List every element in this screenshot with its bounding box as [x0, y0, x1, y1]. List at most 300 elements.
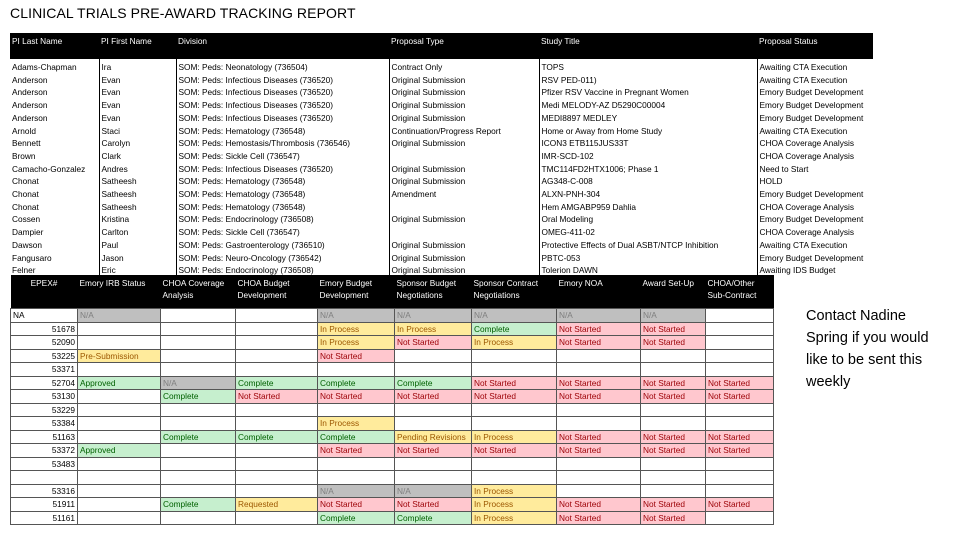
- proposal-cell: Original Submission: [389, 175, 539, 188]
- status-cell: [78, 430, 161, 444]
- status-cell: Complete: [236, 376, 318, 390]
- proposal-cell: SOM: Peds: Neonatology (736504): [176, 59, 389, 74]
- status-cell: [706, 471, 774, 485]
- status-cell: Complete: [318, 511, 395, 525]
- status-cell: [641, 471, 706, 485]
- proposal-row: [10, 74, 873, 87]
- status-cell: [641, 417, 706, 431]
- header-sponsor-contract-negotiations: Sponsor Contract Negotiations: [472, 275, 557, 309]
- header-proposal-status: Proposal Status: [757, 33, 873, 59]
- proposal-cell: Bennett: [12, 138, 41, 149]
- epex-number-cell: NA: [11, 309, 78, 323]
- header-division: Division: [176, 33, 389, 59]
- proposal-cell: Chonat: [12, 176, 39, 187]
- tracking-table-header: [11, 275, 774, 309]
- proposal-cell: Felner: [12, 265, 36, 276]
- status-cell: [706, 336, 774, 350]
- status-cell: [472, 403, 557, 417]
- status-cell: Not Started: [641, 390, 706, 404]
- status-cell: [161, 457, 236, 471]
- proposal-cell: Anderson: [12, 112, 48, 123]
- status-cell: [161, 471, 236, 485]
- status-cell: [706, 484, 774, 498]
- epex-number-cell: 51678: [11, 322, 78, 336]
- status-cell: Not Started: [395, 336, 472, 350]
- status-cell: [161, 484, 236, 498]
- epex-number-cell: 53371: [11, 363, 78, 377]
- status-cell: Approved: [78, 444, 161, 458]
- status-cell: [706, 403, 774, 417]
- status-cell: [78, 336, 161, 350]
- status-cell: [318, 471, 395, 485]
- status-cell: [161, 403, 236, 417]
- proposal-cell: Dampier: [12, 227, 44, 238]
- proposal-cell: AG348-C-008: [539, 175, 757, 188]
- proposal-cell: SOM: Peds: Hemostasis/Thrombosis (736546): [176, 137, 389, 150]
- proposal-table: [10, 33, 873, 277]
- epex-number-cell: 53316: [11, 484, 78, 498]
- proposal-cell: Staci: [99, 125, 176, 138]
- proposal-row: [10, 86, 873, 99]
- status-cell: [236, 457, 318, 471]
- status-cell: [706, 309, 774, 323]
- status-cell: [557, 417, 641, 431]
- proposal-cell: SOM: Peds: Infectious Diseases (736520): [176, 74, 389, 87]
- status-cell: Not Started: [641, 322, 706, 336]
- status-cell: Not Started: [318, 390, 395, 404]
- status-cell: [236, 417, 318, 431]
- status-cell: Not Started: [318, 349, 395, 363]
- proposal-row: [10, 99, 873, 112]
- proposal-cell: TMC114FD2HTX1006; Phase 1: [539, 163, 757, 176]
- tracking-row: [11, 471, 774, 485]
- status-cell: [706, 511, 774, 525]
- proposal-cell: MEDI8897 MEDLEY: [539, 112, 757, 125]
- status-cell: Not Started: [318, 444, 395, 458]
- proposal-cell: Evan: [99, 99, 176, 112]
- status-cell: [395, 363, 472, 377]
- status-cell: Not Started: [236, 390, 318, 404]
- proposal-cell: Andres: [99, 163, 176, 176]
- status-cell: [557, 457, 641, 471]
- tracking-row: [11, 322, 774, 336]
- proposal-cell: Hem AMGABP959 Dahlia: [539, 201, 757, 214]
- status-cell: [236, 471, 318, 485]
- status-cell: [236, 363, 318, 377]
- status-cell: Not Started: [641, 430, 706, 444]
- status-cell: In Process: [318, 336, 395, 350]
- proposal-cell: Oral Modeling: [539, 213, 757, 226]
- header-choa-budget-development: CHOA Budget Development: [236, 275, 318, 309]
- proposal-cell: ALXN-PNH-304: [539, 188, 757, 201]
- status-cell: [395, 403, 472, 417]
- status-cell: [78, 484, 161, 498]
- proposal-cell: Home or Away from Home Study: [539, 125, 757, 138]
- proposal-cell: Evan: [99, 74, 176, 87]
- proposal-cell: Emory Budget Development: [757, 86, 873, 99]
- tracking-row: [11, 457, 774, 471]
- proposal-cell: SOM: Peds: Endocrinology (736508): [176, 213, 389, 226]
- status-cell: [161, 417, 236, 431]
- tracking-row: [11, 511, 774, 525]
- status-cell: In Process: [472, 336, 557, 350]
- epex-number-cell: 52704: [11, 376, 78, 390]
- status-cell: Not Started: [641, 336, 706, 350]
- tracking-row: [11, 390, 774, 404]
- status-cell: Not Started: [557, 430, 641, 444]
- header-epex: EPEX#: [11, 275, 78, 309]
- proposal-cell: SOM: Peds: Hematology (736548): [176, 201, 389, 214]
- proposal-cell: Emory Budget Development: [757, 252, 873, 265]
- status-cell: Not Started: [641, 444, 706, 458]
- status-cell: In Process: [472, 498, 557, 512]
- proposal-row: [10, 213, 873, 226]
- proposal-cell: Evan: [99, 112, 176, 125]
- epex-number-cell: 51161: [11, 511, 78, 525]
- status-cell: [472, 417, 557, 431]
- proposal-cell: Satheesh: [99, 188, 176, 201]
- status-cell: [236, 349, 318, 363]
- status-cell: Not Started: [706, 444, 774, 458]
- proposal-cell: SOM: Peds: Sickle Cell (736547): [176, 150, 389, 163]
- proposal-cell: SOM: Peds: Endocrinology (736508): [176, 264, 389, 277]
- status-cell: Not Started: [706, 498, 774, 512]
- status-cell: Complete: [395, 511, 472, 525]
- proposal-cell: ICON3 ETB115JUS33T: [539, 137, 757, 150]
- proposal-cell: Carlton: [99, 226, 176, 239]
- status-cell: [78, 511, 161, 525]
- status-cell: In Process: [472, 484, 557, 498]
- tracking-row: [11, 309, 774, 323]
- proposal-row: [10, 175, 873, 188]
- proposal-cell: PBTC-053: [539, 252, 757, 265]
- header-emory-budget-development: Emory Budget Development: [318, 275, 395, 309]
- status-cell: [161, 309, 236, 323]
- tracking-row: [11, 417, 774, 431]
- status-cell: [161, 363, 236, 377]
- status-cell: [236, 403, 318, 417]
- status-cell: [557, 484, 641, 498]
- status-cell: [641, 349, 706, 363]
- proposal-cell: SOM: Peds: Gastroenterology (736510): [176, 239, 389, 252]
- header-study-title: Study Title: [539, 33, 757, 59]
- proposal-cell: Emory Budget Development: [757, 188, 873, 201]
- proposal-cell: IMR-SCD-102: [539, 150, 757, 163]
- tracking-row: [11, 403, 774, 417]
- proposal-cell: Awaiting CTA Execution: [757, 239, 873, 252]
- proposal-cell: CHOA Coverage Analysis: [757, 137, 873, 150]
- proposal-cell: SOM: Peds: Hematology (736548): [176, 125, 389, 138]
- status-cell: [161, 511, 236, 525]
- status-cell: [78, 403, 161, 417]
- status-cell: [161, 322, 236, 336]
- epex-number-cell: 53130: [11, 390, 78, 404]
- header-choa-other-sub-contract: CHOA/Other Sub-Contract: [706, 275, 774, 309]
- tracking-row: [11, 498, 774, 512]
- proposal-cell: Protective Effects of Dual ASBT/NTCP Inhibition: [539, 239, 757, 252]
- proposal-cell: Awaiting IDS Budget: [757, 264, 873, 277]
- proposal-row: [10, 252, 873, 265]
- epex-number-cell: [11, 471, 78, 485]
- proposal-cell: Carolyn: [99, 137, 176, 150]
- proposal-row: [10, 150, 873, 163]
- proposal-cell: Tolerion DAWN: [539, 264, 757, 277]
- proposal-cell: Clark: [99, 150, 176, 163]
- proposal-row: [10, 163, 873, 176]
- status-cell: Not Started: [557, 511, 641, 525]
- report-title: CLINICAL TRIALS PRE-AWARD TRACKING REPORT: [10, 5, 356, 21]
- contact-note: Contact Nadine Spring if you would like to be sent this weekly: [806, 308, 929, 390]
- proposal-cell: SOM: Peds: Sickle Cell (736547): [176, 226, 389, 239]
- status-cell: Pending Revisions: [395, 430, 472, 444]
- proposal-cell: CHOA Coverage Analysis: [757, 150, 873, 163]
- proposal-cell: TOPS: [539, 59, 757, 74]
- status-cell: [236, 511, 318, 525]
- status-cell: [78, 322, 161, 336]
- proposal-cell: Awaiting CTA Execution: [757, 125, 873, 138]
- status-cell: In Process: [318, 322, 395, 336]
- epex-number-cell: 53225: [11, 349, 78, 363]
- proposal-cell: Original Submission: [389, 99, 539, 112]
- proposal-cell: SOM: Peds: Neuro-Oncology (736542): [176, 252, 389, 265]
- status-cell: Approved: [78, 376, 161, 390]
- status-cell: [236, 484, 318, 498]
- status-cell: [78, 363, 161, 377]
- proposal-row: [10, 125, 873, 138]
- status-cell: [236, 444, 318, 458]
- status-cell: [641, 457, 706, 471]
- status-cell: Not Started: [557, 336, 641, 350]
- proposal-cell: Cossen: [12, 214, 41, 225]
- status-cell: [395, 349, 472, 363]
- status-cell: In Process: [472, 511, 557, 525]
- header-choa-coverage-analysis: CHOA Coverage Analysis: [161, 275, 236, 309]
- status-cell: [395, 417, 472, 431]
- proposal-cell: Chonat: [12, 189, 39, 200]
- status-cell: N/A: [318, 309, 395, 323]
- status-cell: [472, 349, 557, 363]
- status-cell: [78, 498, 161, 512]
- status-cell: [236, 309, 318, 323]
- proposal-cell: Brown: [12, 150, 36, 161]
- status-cell: Complete: [318, 430, 395, 444]
- proposal-cell: Arnold: [12, 125, 36, 136]
- proposal-cell: Anderson: [12, 100, 48, 111]
- status-cell: Not Started: [641, 511, 706, 525]
- proposal-cell: Pfizer RSV Vaccine in Pregnant Women: [539, 86, 757, 99]
- proposal-cell: Paul: [99, 239, 176, 252]
- proposal-cell: SOM: Peds: Infectious Diseases (736520): [176, 99, 389, 112]
- status-cell: [318, 457, 395, 471]
- proposal-cell: Amendment: [389, 188, 539, 201]
- status-cell: Not Started: [557, 390, 641, 404]
- status-cell: [472, 457, 557, 471]
- status-cell: Complete: [161, 390, 236, 404]
- status-cell: [641, 484, 706, 498]
- tracking-row: [11, 430, 774, 444]
- status-cell: Not Started: [395, 444, 472, 458]
- status-cell: N/A: [641, 309, 706, 323]
- proposal-cell: Satheesh: [99, 201, 176, 214]
- proposal-cell: SOM: Peds: Hematology (736548): [176, 175, 389, 188]
- proposal-cell: Chonat: [12, 201, 39, 212]
- status-cell: [395, 457, 472, 471]
- proposal-cell: SOM: Peds: Infectious Diseases (736520): [176, 86, 389, 99]
- proposal-cell: Kristina: [99, 213, 176, 226]
- status-cell: [78, 471, 161, 485]
- status-cell: [318, 403, 395, 417]
- proposal-cell: OMEG-411-02: [539, 226, 757, 239]
- status-cell: [557, 349, 641, 363]
- status-cell: [706, 457, 774, 471]
- status-cell: In Process: [318, 417, 395, 431]
- status-cell: N/A: [472, 309, 557, 323]
- proposal-row: [10, 226, 873, 239]
- status-cell: [318, 363, 395, 377]
- epex-number-cell: 53372: [11, 444, 78, 458]
- status-cell: [236, 336, 318, 350]
- proposal-cell: Fangusaro: [12, 252, 52, 263]
- status-cell: [557, 471, 641, 485]
- status-cell: Complete: [318, 376, 395, 390]
- proposal-cell: Anderson: [12, 74, 48, 85]
- proposal-cell: Continuation/Progress Report: [389, 125, 539, 138]
- status-cell: Complete: [236, 430, 318, 444]
- tracking-row: [11, 349, 774, 363]
- proposal-row: [10, 201, 873, 214]
- proposal-cell: Adams-Chapman: [12, 62, 77, 72]
- proposal-cell: Original Submission: [389, 264, 539, 277]
- header-pi-last-name: PI Last Name: [10, 33, 99, 59]
- status-cell: [78, 417, 161, 431]
- status-cell: Not Started: [557, 444, 641, 458]
- status-cell: Not Started: [395, 390, 472, 404]
- tracking-row: [11, 363, 774, 377]
- epex-number-cell: 52090: [11, 336, 78, 350]
- proposal-cell: CHOA Coverage Analysis: [757, 201, 873, 214]
- proposal-cell: Need to Start: [757, 163, 873, 176]
- proposal-cell: Dawson: [12, 239, 42, 250]
- proposal-cell: Original Submission: [389, 213, 539, 226]
- status-cell: [472, 471, 557, 485]
- proposal-cell: Awaiting CTA Execution: [757, 74, 873, 87]
- proposal-cell: Jason: [99, 252, 176, 265]
- status-cell: Not Started: [472, 390, 557, 404]
- status-cell: [641, 363, 706, 377]
- status-cell: Not Started: [557, 322, 641, 336]
- proposal-cell: SOM: Peds: Hematology (736548): [176, 188, 389, 201]
- status-cell: Not Started: [557, 498, 641, 512]
- status-cell: In Process: [472, 430, 557, 444]
- proposal-cell: Emory Budget Development: [757, 213, 873, 226]
- status-cell: N/A: [395, 309, 472, 323]
- proposal-cell: Evan: [99, 86, 176, 99]
- proposal-cell: Camacho-Gonzalez: [12, 163, 86, 174]
- proposal-cell: Emory Budget Development: [757, 99, 873, 112]
- proposal-row: [10, 112, 873, 125]
- status-cell: In Process: [395, 322, 472, 336]
- header-pi-first-name: PI First Name: [99, 33, 176, 59]
- status-cell: Not Started: [472, 376, 557, 390]
- proposal-cell: Medi MELODY-AZ D5290C00004: [539, 99, 757, 112]
- status-cell: N/A: [557, 309, 641, 323]
- proposal-cell: Satheesh: [99, 175, 176, 188]
- epex-number-cell: 51163: [11, 430, 78, 444]
- status-cell: N/A: [395, 484, 472, 498]
- status-cell: [472, 363, 557, 377]
- status-cell: Not Started: [318, 498, 395, 512]
- status-cell: Not Started: [395, 498, 472, 512]
- status-cell: [236, 322, 318, 336]
- status-cell: N/A: [318, 484, 395, 498]
- proposal-table-header: [10, 33, 873, 59]
- status-cell: Not Started: [557, 376, 641, 390]
- proposal-cell: [389, 201, 539, 214]
- status-cell: Not Started: [641, 498, 706, 512]
- tracking-row: [11, 444, 774, 458]
- epex-number-cell: 53483: [11, 457, 78, 471]
- status-cell: [78, 390, 161, 404]
- status-cell: [706, 349, 774, 363]
- header-emory-noa: Emory NOA: [557, 275, 641, 309]
- tracking-status-table: [10, 275, 774, 525]
- proposal-cell: [389, 226, 539, 239]
- proposal-cell: Eric: [99, 264, 176, 277]
- proposal-cell: Ira: [99, 59, 176, 74]
- header-emory-irb-status: Emory IRB Status: [78, 275, 161, 309]
- header-proposal-type: Proposal Type: [389, 33, 539, 59]
- epex-number-cell: 53229: [11, 403, 78, 417]
- proposal-cell: Original Submission: [389, 252, 539, 265]
- status-cell: [161, 336, 236, 350]
- proposal-cell: RSV PED-011): [539, 74, 757, 87]
- proposal-cell: [389, 150, 539, 163]
- proposal-cell: Emory Budget Development: [757, 112, 873, 125]
- proposal-cell: Awaiting CTA Execution: [757, 59, 873, 74]
- proposal-cell: Original Submission: [389, 239, 539, 252]
- status-cell: Complete: [472, 322, 557, 336]
- proposal-cell: Original Submission: [389, 86, 539, 99]
- tracking-row: [11, 376, 774, 390]
- header-award-set-up: Award Set-Up: [641, 275, 706, 309]
- proposal-row: [10, 59, 873, 74]
- proposal-cell: CHOA Coverage Analysis: [757, 226, 873, 239]
- status-cell: [557, 363, 641, 377]
- status-cell: Complete: [395, 376, 472, 390]
- status-cell: Not Started: [706, 430, 774, 444]
- epex-number-cell: 53384: [11, 417, 78, 431]
- status-cell: [78, 457, 161, 471]
- proposal-cell: HOLD: [757, 175, 873, 188]
- proposal-row: [10, 239, 873, 252]
- status-cell: [641, 403, 706, 417]
- status-cell: [706, 322, 774, 336]
- header-sponsor-budget-negotiations: Sponsor Budget Negotiations: [395, 275, 472, 309]
- status-cell: Requested: [236, 498, 318, 512]
- proposal-cell: Original Submission: [389, 163, 539, 176]
- proposal-cell: Contract Only: [389, 59, 539, 74]
- proposal-cell: SOM: Peds: Infectious Diseases (736520): [176, 163, 389, 176]
- status-cell: [395, 471, 472, 485]
- status-cell: [706, 417, 774, 431]
- proposal-cell: Original Submission: [389, 74, 539, 87]
- tracking-row: [11, 484, 774, 498]
- tracking-row: [11, 336, 774, 350]
- status-cell: N/A: [161, 376, 236, 390]
- status-cell: [557, 403, 641, 417]
- proposal-cell: Anderson: [12, 87, 48, 98]
- status-cell: Complete: [161, 430, 236, 444]
